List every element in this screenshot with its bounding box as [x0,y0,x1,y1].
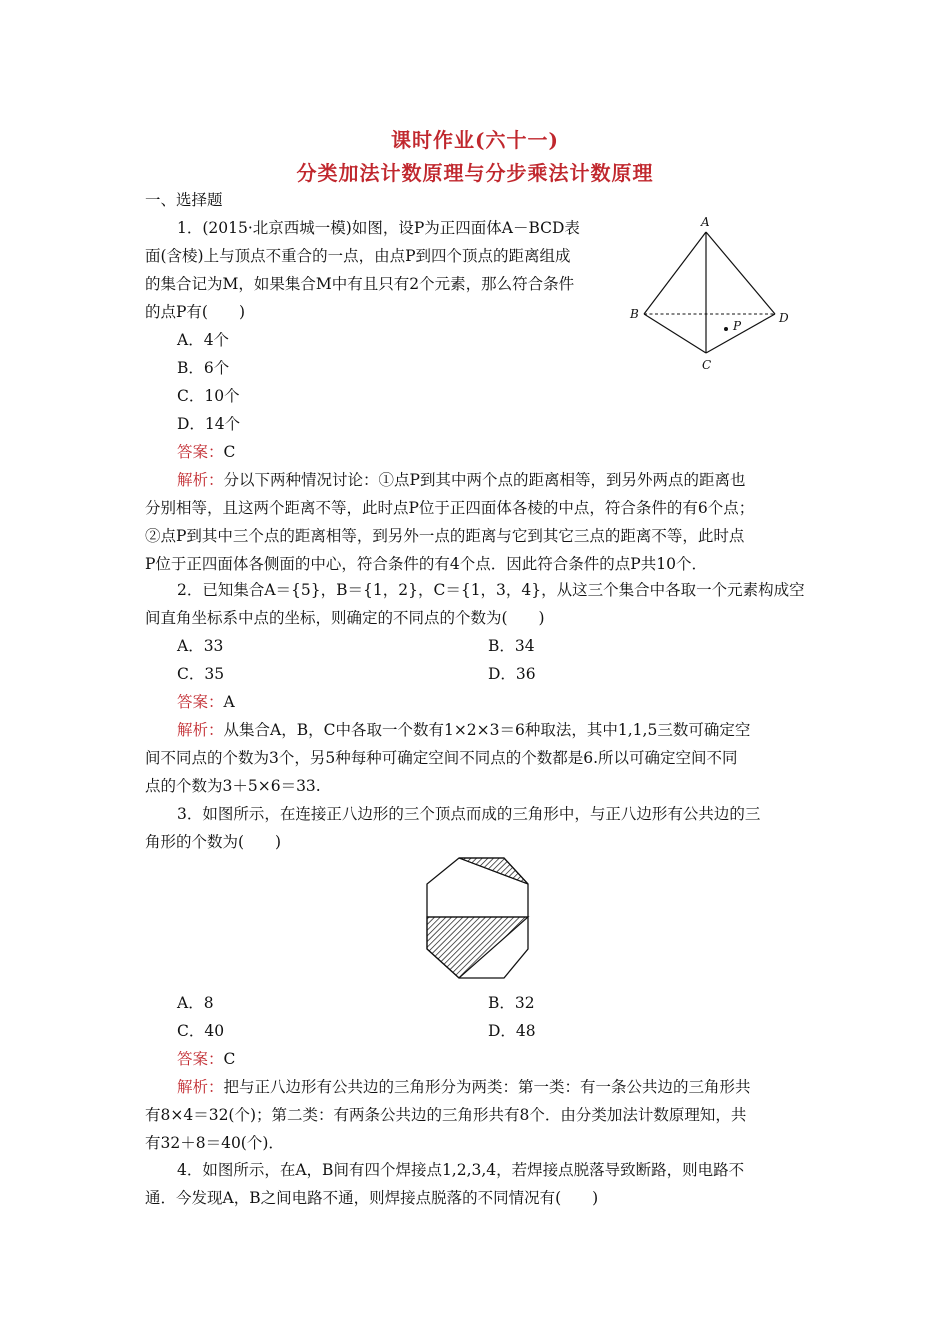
q1-line: 的点P有( ) [145,303,246,321]
q4-line: 通．今发现A，B之间电路不通，则焊接点脱落的不同情况有( ) [145,1189,599,1207]
q1-option-c: C．10个 [177,387,240,405]
answer-value: C [223,443,236,461]
hatched-triangle-left [427,917,528,978]
q3-line: 3．如图所示，在连接正八边形的三个顶点而成的三角形中，与正八边形有公共边的三 [177,805,761,823]
q2-line: 间直角坐标系中点的坐标，则确定的不同点的个数为( ) [145,609,545,627]
answer-label: 答案： [177,443,224,461]
q3-option-c: C．40 [177,1022,225,1040]
q3-option-b: B．32 [488,994,535,1012]
q3-analysis [177,1077,751,1097]
q1-analysis [177,470,745,490]
q1-analysis-line: 分别相等，且这两个距离不等，此时点P位于正四面体各棱的中点，符合条件的有6个点； [145,499,755,517]
q4-line: 4．如图所示，在A，B间有四个焊接点1,2,3,4，若焊接点脱落导致断路，则电路不 [177,1161,745,1179]
q1-option-a: A．4个 [177,331,230,349]
point-p [724,327,728,331]
analysis-label: 解析： [177,1078,224,1096]
label-b: B [630,307,639,321]
label-d: D [779,311,789,325]
q1-line: 1．(2015·北京西城一模)如图，设P为正四面体A－BCD表 [177,219,580,237]
label-p: P [733,319,742,333]
page-title: 课时作业(六十一) [391,128,559,152]
q1-line: 的集合记为M，如果集合M中有且只有2个元素，那么符合条件 [145,275,575,293]
q3-line: 角形的个数为( ) [145,833,282,851]
q3-analysis-line: 有32＋8＝40(个)． [145,1134,284,1152]
edge-ad [706,232,775,314]
q2-option-d: D．36 [488,665,536,683]
q1-analysis-line: ②点P到其中三个点的距离相等，到另外一点的距离与它到其它三点的距离不等，此时点 [145,527,745,545]
q1-line: 面(含棱)上与顶点不重合的一点，由点P到四个顶点的距离组成 [145,247,571,265]
analysis-label: 解析： [177,471,224,489]
q2-analysis [177,720,750,740]
answer-label: 答案： [177,1050,224,1068]
octagon-figure [420,852,535,984]
analysis-text: 从集合A，B，C中各取一个数有1×2×3＝6种取法，其中1,1,5三数可确定空 [223,721,751,739]
label-a: A [701,215,710,229]
q1-option-b: B．6个 [177,359,230,377]
q2-option-a: A．33 [177,637,224,655]
section-heading: 一、选择题 [145,191,223,209]
q3-analysis-line: 有8×4＝32(个)；第二类：有两条公共边的三角形共有8个．由分类加法计数原理知，共 [145,1106,747,1124]
q2-analysis-line: 间不同点的个数为3个，另5种每种可确定空间不同点的个数都是6.所以可确定空间不同 [145,749,738,767]
label-c: C [702,358,712,372]
q2-line: 2．已知集合A＝{5}，B＝{1，2}，C＝{1，3，4}，从这三个集合中各取一个元素构成空 [177,581,805,599]
q2-analysis-line: 点的个数为3＋5×6＝33. [145,777,321,795]
q2-option-c: C．35 [177,665,225,683]
q3-answer [177,1049,235,1069]
analysis-label: 解析： [177,721,224,739]
q1-answer [177,442,235,462]
page-subtitle: 分类加法计数原理与分步乘法计数原理 [296,161,654,185]
answer-label: 答案： [177,693,224,711]
tetrahedron-figure [625,212,800,377]
q1-option-d: D．14个 [177,415,241,433]
q3-option-a: A．8 [177,994,214,1012]
q1-analysis-line: P位于正四面体各侧面的中心，符合条件的有4个点．因此符合条件的点P共10个． [145,555,707,573]
edge-bc [644,314,706,353]
analysis-text: 把与正八边形有公共边的三角形分为两类：第一类：有一条公共边的三角形共 [223,1078,751,1096]
q3-option-d: D．48 [488,1022,536,1040]
answer-value: A [223,693,235,711]
answer-value: C [223,1050,236,1068]
q2-answer [177,692,235,712]
edge-ab [644,232,706,314]
analysis-text: 分以下两种情况讨论：①点P到其中两个点的距离相等，到另外两点的距离也 [223,471,746,489]
q2-option-b: B．34 [488,637,535,655]
